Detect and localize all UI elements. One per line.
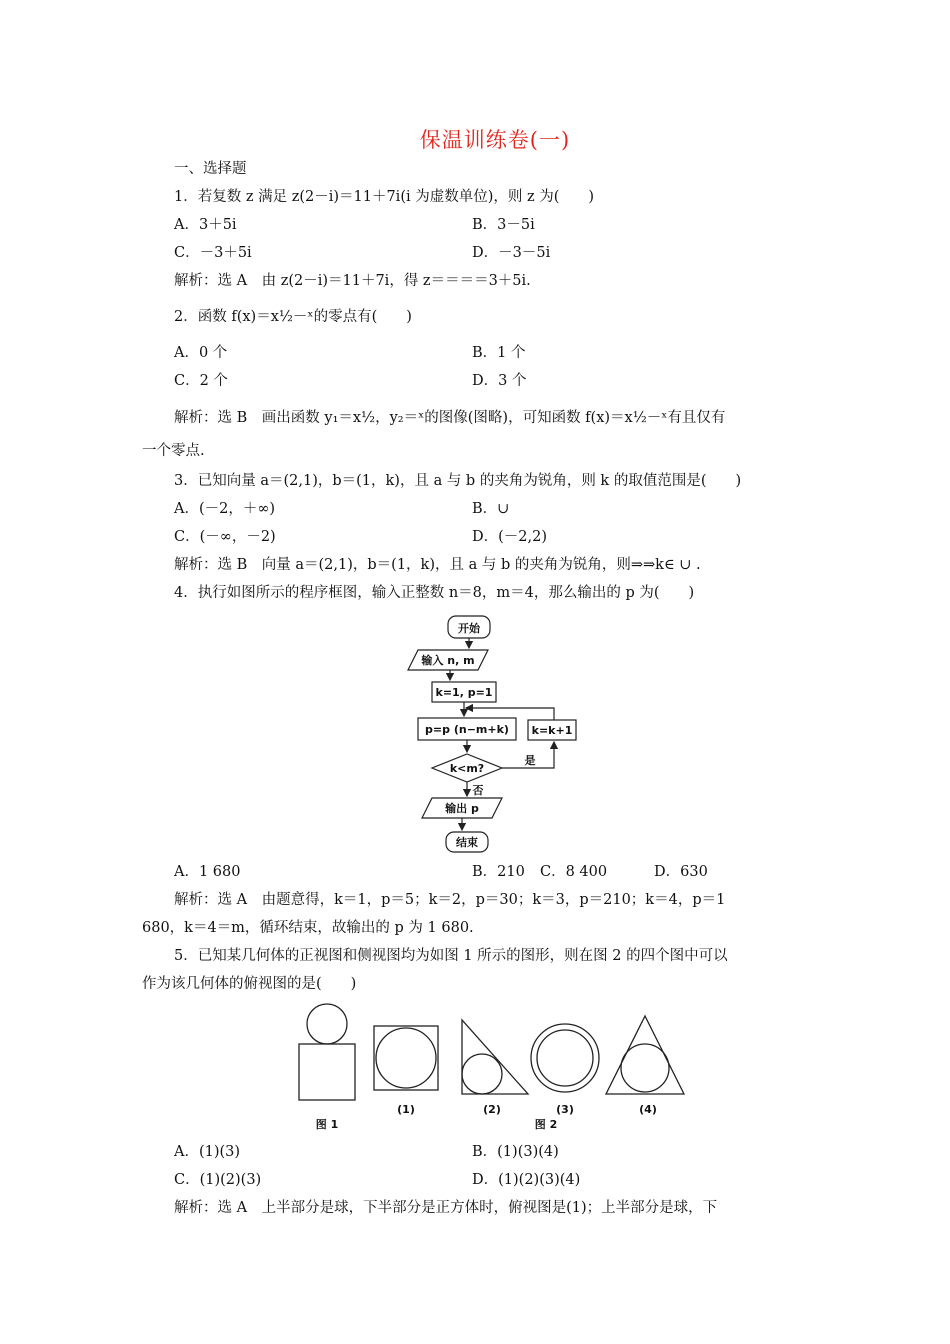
- flow-input-label: 输入 n, m: [421, 654, 475, 667]
- q3-option-d: D．(－2,2): [472, 529, 547, 545]
- fig2-label-4: (4): [639, 1103, 657, 1116]
- q4-option-c: C．8 400: [540, 864, 608, 880]
- fig2-isosceles-triangle: [606, 1016, 684, 1094]
- q2-answer-line1: 解析：选 B 画出函数 y₁＝x½，y₂＝ˣ的图像(图略)，可知函数 f(x)＝x½－ˣ有且仅有: [174, 410, 726, 426]
- q5-option-d: D．(1)(2)(3)(4): [472, 1172, 581, 1188]
- q1-stem: 1．若复数 z 满足 z(2－i)＝11＋7i(i 为虚数单位)，则 z 为( ): [174, 189, 595, 205]
- q5-option-c: C．(1)(2)(3): [174, 1172, 262, 1188]
- fig2-triangle-circle: [462, 1054, 502, 1094]
- q2-option-b: B．1 个: [472, 345, 526, 361]
- q2-answer-line2: 一个零点.: [142, 443, 205, 459]
- fig2-label-2: (2): [483, 1103, 501, 1116]
- fig1-cube: [299, 1044, 355, 1100]
- q1-option-b: B．3－5i: [472, 217, 535, 233]
- q2-stem: 2．函数 f(x)＝x½－ˣ的零点有( ): [174, 309, 412, 325]
- fig1-caption: 图 1: [315, 1118, 339, 1131]
- q5-stem-line1: 5．已知某几何体的正视图和侧视图均为如图 1 所示的图形，则在图 2 的四个图中可以: [174, 948, 728, 964]
- page-title: 保温训练卷(一): [419, 128, 571, 152]
- q3-stem: 3．已知向量 a＝(2,1)，b＝(1，k)，且 a 与 b 的夹角为锐角，则 k 的取值范围是( ): [174, 473, 742, 489]
- flow-calc-label: p=p (n−m+k): [425, 723, 509, 736]
- fig2-outer-circle: [531, 1024, 599, 1092]
- q4-option-d: D．630: [654, 864, 708, 880]
- q1-option-c: C．－3＋5i: [174, 245, 252, 261]
- flow-condition-label: k<m?: [449, 762, 485, 775]
- section-heading: 一、选择题: [174, 161, 247, 177]
- fig2-caption: 图 2: [534, 1118, 558, 1131]
- flow-yes-label: 是: [524, 754, 536, 767]
- q4-option-b: B．210: [472, 864, 525, 880]
- q2-option-d: D．3 个: [472, 373, 527, 389]
- fig2-label-3: (3): [556, 1103, 574, 1116]
- q3-option-c: C．(－∞，－2): [174, 529, 276, 545]
- flow-init-label: k=1, p=1: [435, 686, 493, 699]
- q1-answer: 解析：选 A 由 z(2－i)＝11＋7i，得 z＝＝＝＝3＋5i.: [174, 273, 531, 289]
- q3-answer: 解析：选 B 向量 a＝(2,1)，b＝(1，k)，且 a 与 b 的夹角为锐角，则⇒⇒k∈ ∪ .: [174, 557, 701, 573]
- flow-increment-label: k=k+1: [531, 724, 573, 737]
- q1-option-a: A．3＋5i: [174, 217, 237, 233]
- q5-option-b: B．(1)(3)(4): [472, 1144, 559, 1160]
- fig2-inner-circle: [537, 1030, 593, 1086]
- fig2-isosceles-circle: [621, 1044, 669, 1092]
- q5-stem-line2: 作为该几何体的俯视图的是( ): [142, 976, 357, 992]
- q2-option-a: A．0 个: [174, 345, 228, 361]
- fig1-sphere: [307, 1004, 347, 1044]
- q1-option-d: D．－3－5i: [472, 245, 551, 261]
- flow-no-label: 否: [472, 784, 484, 797]
- q5-option-a: A．(1)(3): [174, 1144, 241, 1160]
- flow-output-label: 输出 p: [445, 802, 479, 815]
- q3-option-a: A．(－2，＋∞): [174, 501, 276, 517]
- q4-answer-line2: 680，k＝4＝m，循环结束，故输出的 p 为 1 680.: [142, 920, 474, 936]
- q4-option-a: A．1 680: [174, 864, 241, 880]
- fig2-label-1: (1): [397, 1103, 415, 1116]
- q3-option-b: B．∪: [472, 501, 510, 517]
- fig2-square: [374, 1026, 438, 1090]
- fig2-square-circle: [376, 1028, 436, 1088]
- flow-start-label: 开始: [458, 622, 480, 635]
- q2-option-c: C．2 个: [174, 373, 228, 389]
- q4-answer-line1: 解析：选 A 由题意得，k＝1，p＝5；k＝2，p＝30；k＝3，p＝210；k＝4，p＝1: [174, 892, 726, 908]
- q5-answer: 解析：选 A 上半部分是球，下半部分是正方体时，俯视图是(1)；上半部分是球，下: [174, 1200, 718, 1216]
- flow-end-label: 结束: [456, 836, 478, 849]
- q4-stem: 4．执行如图所示的程序框图，输入正整数 n＝8，m＝4，那么输出的 p 为( ): [174, 585, 695, 601]
